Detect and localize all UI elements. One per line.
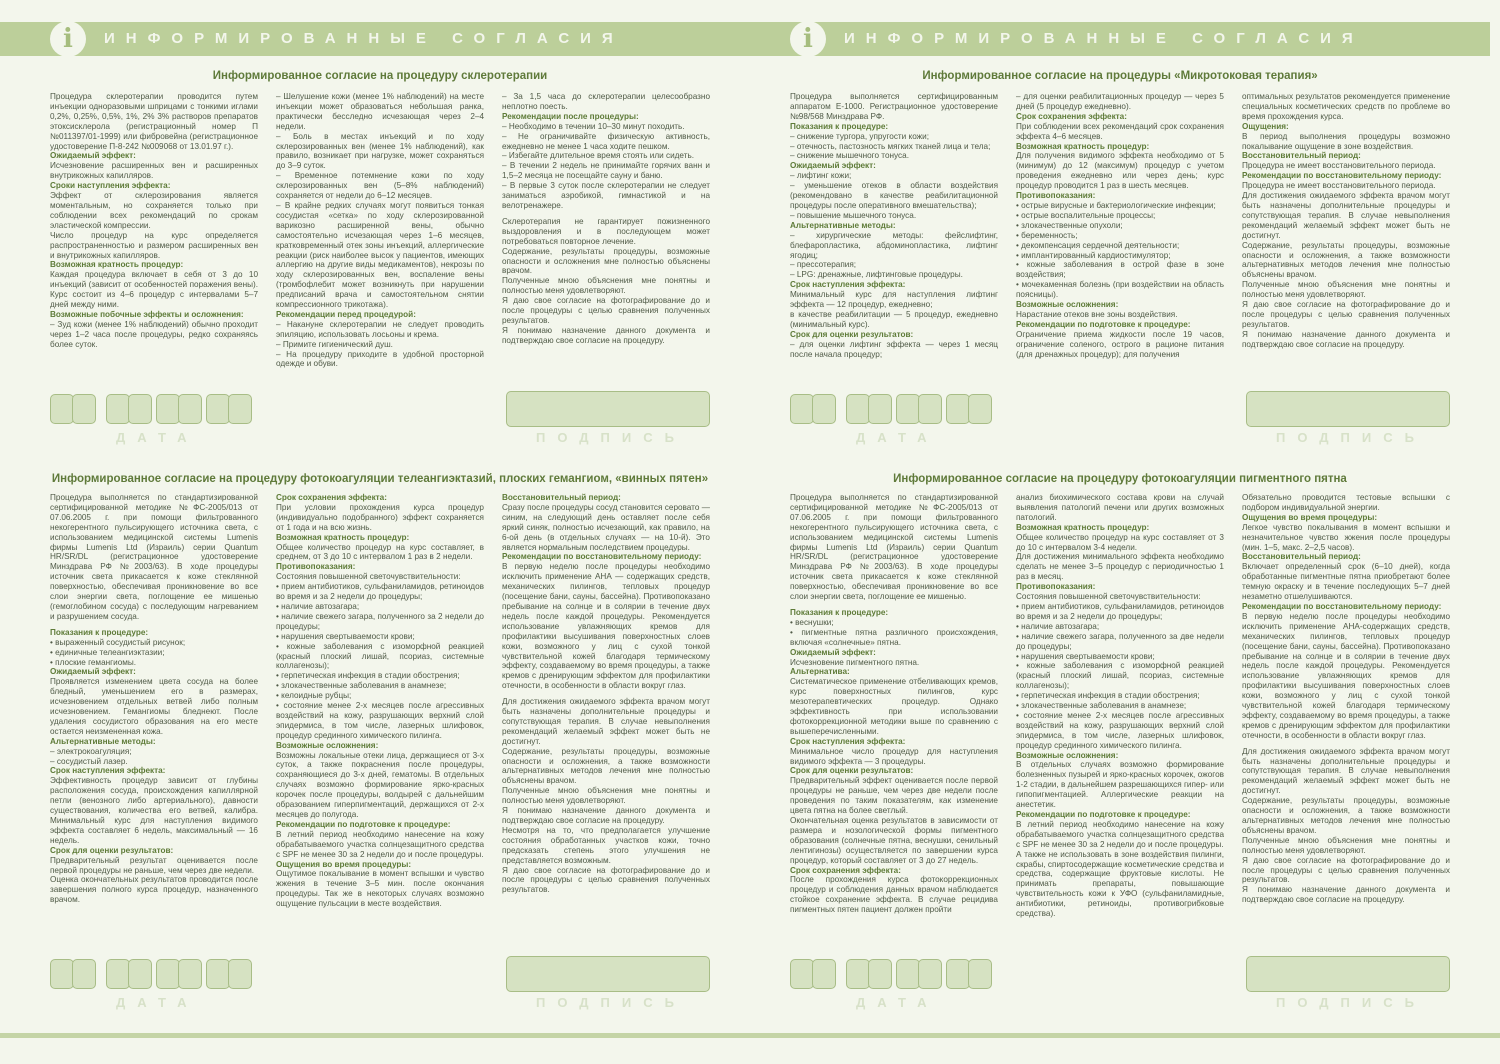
- text-column: [1242, 92, 1450, 388]
- paragraph: Для получения видимого эффекта необходимо от 5 (минимум) до 12 (максимум) процедур с учетом проведения ежедневно или через день; курс процедур проводится 1 раз в шесть месяцев.: [1016, 151, 1224, 191]
- paragraph: Оценка окончательных результатов проводится после завершения полного курса процедур, назначенного врачом.: [50, 875, 258, 905]
- subheading: Возможная кратность процедур:: [1016, 141, 1150, 151]
- paragraph: В первую неделю после процедуры необходимо исключить применение АНА — содержащих средств, механических пилингов, тепловых процедур (посещение бани, сауны, бассейна). Противопоказано пребывание на солнце и в солярии в течение двух недель после каждой процедуры. Рекомендуется использование увлажняющих кремов для профилактики высушивания поверхностных слоев кожи, возможного у лиц с сухой тонкой чувствительной кожей благодаря термическому эффекту, создаваемому во время процедуры, а также кремов с дренирующим эффектом для профилактики отечности, в особенности в области вокруг глаз.: [502, 562, 710, 691]
- date-digit-box[interactable]: [228, 959, 252, 989]
- date-digit-box[interactable]: [178, 959, 202, 989]
- subheading: Противопоказания:: [276, 562, 356, 572]
- paragraph: – для оценки реабилитационных процедур — через 5 дней (5 процедур ежедневно).: [1016, 92, 1224, 111]
- paragraph: В период выполнения процедуры возможно покалывание ощущение в зоне воздействия.: [1242, 131, 1450, 151]
- date-digit-box[interactable]: [790, 959, 814, 989]
- paragraph: • злокачественные заболевания в анамнезе;: [276, 681, 447, 691]
- paragraph: – За 1,5 часа до склеротерапии целесообразно неплотно поесть.: [502, 92, 710, 111]
- paragraph: При соблюдении всех рекомендаций срок сохранения эффекта 4–6 месяцев.: [1016, 121, 1224, 141]
- date-digit-box[interactable]: [106, 394, 130, 424]
- paragraph: Процедура выполняется по стандартизированной сертифицированной методике №ФС-2005/013 от 07.06.2005 г. при помощи фильтрованного некогерентного пульсирующего источника света, с использованием медицинской системы Lumenis фирмы Lumenis Ltd (Израиль) серии Quantum HR/SR/DL (регистрационное удостоверение Минздрава РФ №2003/63). В ходе процедуры источник света прикасается к коже стеклянной поверхностью, обеспечивая проникновение во все слои энергии света, поглощение ее мишенью (гемоглобином сосуда) с последующим нагреванием и разрушением сосуда.: [50, 493, 258, 621]
- paragraph: Исчезновение пигментного пятна.: [790, 657, 920, 667]
- date-label: ДАТА: [856, 995, 939, 1010]
- subheading: Рекомендации по подготовке к процедуре:: [276, 819, 451, 829]
- paragraph: Я даю свое согласие на фотографирование до и после процедуры с целью сравнения полученных результатов.: [1242, 855, 1450, 885]
- subheading: Ожидаемый эффект:: [50, 151, 136, 161]
- subheading: Срок для оценки результатов:: [50, 845, 174, 855]
- subheading: Срок наступления эффекта:: [790, 280, 906, 290]
- paragraph: В летний период необходимо нанесение на кожу обрабатываемого участка солнцезащитного средства с SPF не менее 30 за 2 недели до и после процедуры.: [1016, 819, 1224, 849]
- paragraph: • прием антибиотиков, сульфаниламидов, ретиноидов во время и за 2 недели до процедуры;: [1016, 601, 1224, 621]
- banner-title: ИНФОРМИРОВАННЫЕ СОГЛАСИЯ: [104, 30, 624, 47]
- paragraph: Сразу после процедуры сосуд становится серовато — синим, на следующий день оставляет после себя яркий синяк, полностью исчезающий, как правило, на 6-ой день (в отдельных случаях — на 10-й). Это является нормальным последствием процедуры.: [502, 502, 710, 552]
- bottom-rule: [0, 1033, 1500, 1038]
- date-label: ДАТА: [856, 430, 939, 445]
- info-icon: i: [50, 21, 86, 57]
- paragraph: Содержание, результаты процедуры, возможные опасности и осложнения, а также возможности альтернативных методов лечения мне полностью объяснены врачом.: [502, 746, 710, 786]
- subheading: Ожидаемый эффект:: [790, 161, 876, 171]
- signature-field[interactable]: [506, 391, 710, 427]
- paragraph: В летний период необходимо нанесение на кожу обрабатываемого участка солнцезащитного средства с SPF не менее 30 за 2 недели до и после процедуры.: [276, 829, 484, 859]
- paragraph: Полученные мною объяснения мне понятны и полностью меня удовлетворяют.: [1242, 280, 1450, 300]
- paragraph: Процедура не имеет восстановительного периода.: [1242, 161, 1436, 171]
- subheading: Противопоказания:: [1016, 582, 1096, 592]
- banner-title: ИНФОРМИРОВАННЫЕ СОГЛАСИЯ: [844, 30, 1364, 47]
- page-right: [740, 0, 1490, 1064]
- paragraph: • имплантированный кардиостимулятор;: [1016, 250, 1171, 260]
- paragraph: Общее количество процедур на курс составляет от 3 до 10 с интервалом 3-4 недели.: [1016, 532, 1224, 552]
- paragraph: – Шелушение кожи (менее 1% наблюдений) на месте инъекции может образоваться небольшая ранка, практически бесследно исчезающая через 2–4 недели.: [276, 92, 484, 131]
- paragraph: – Необходимо в течении 10–30 минут походить.: [502, 121, 685, 131]
- subheading: Возможная кратность процедур:: [276, 532, 410, 542]
- paragraph: – Накануне склеротерапии не следует проводить эпиляцию, использовать лосьоны и крема.: [276, 319, 484, 339]
- subheading: Показания к процедуре:: [790, 121, 889, 131]
- paragraph: Процедура выполняется по стандартизированной сертифицированной методике №ФС-2005/013 от 07.06.2005 г. при помощи фильтрованного некогерентного пульсирующего источника света, с использованием медицинской системы Lumenis фирмы Lumenis Ltd (Израиль) серии Quantum HR/SR/DL (регистрационное удостоверение Минздрава РФ №2003/63). В ходе процедуры источник света прикасается к коже стеклянной поверхностью, обеспечивая проникновение во все слои энергии света, поглощение ее мишенью.: [790, 493, 998, 602]
- paragraph: оптимальных результатов рекомендуется применение специальных косметических средств по проблеме во время прохождения курса.: [1242, 92, 1450, 121]
- paragraph: Процедура склеротерапии проводится путем инъекции одноразовыми шприцами с тонкими иглами 0,2%, 0,25%, 0,5%, 1%, 2% 3% растворов препаратов этоксисклерола (регистрационный номер П №011397/01-1999) или фибровейна (регистрационное удостоверение П-8-242 №009068 от 13.01.97 г.).: [50, 92, 258, 151]
- paragraph: – прессотерапия;: [790, 260, 857, 270]
- paragraph: Ограничение приема жидкости после 19 часов, ограничение соленого, острого в рационе питания (для дренажных процедур); для получения: [1016, 329, 1224, 359]
- section-title: Информированное согласие на процедуру склеротерапии: [212, 70, 548, 82]
- date-digit-box[interactable]: [50, 394, 74, 424]
- header-banner: [0, 22, 750, 56]
- paragraph: Проявляется изменением цвета сосуда на более бледный, уменьшением его в размерах, исчезновением отдельных ветвей либо полным исчезновением. Гемангиомы бледнеют. После удаления сосудистого образования на его месте остается неизмененная кожа.: [50, 677, 258, 736]
- subheading: Рекомендации перед процедурой:: [276, 309, 416, 319]
- subheading: Ощущения:: [1242, 121, 1289, 131]
- paragraph: Эффективность процедур зависит от глубины расположения сосуда, происхождения капиллярной петли (венозного либо артериального), давности существования, количества его ветвей, калибра. Минимальный курс для наступления видимого эффекта составляет 6 недель, максимальный — 16 недель.: [50, 776, 258, 845]
- date-digit-box[interactable]: [918, 959, 942, 989]
- paragraph: Легкое чувство покалывания в момент вспышки и незначительное чувство жжения после процедуры (мин. 1–5, макс. 2–2,5 часов).: [1242, 522, 1450, 552]
- subheading: Возможная кратность процедур:: [1016, 522, 1150, 532]
- paragraph: • единичные телеангиэктазии;: [50, 647, 165, 657]
- paragraph: Систематическое применение отбеливающих кремов, курс поверхностных пилингов, курс мезотерапевтических процедур. Однако эффективность при использовании фотокоррекционной методики выше по сравнению с вышеперечисленными.: [790, 677, 998, 736]
- date-digit-box[interactable]: [128, 394, 152, 424]
- text-column: [276, 92, 484, 388]
- date-digit-box[interactable]: [72, 959, 96, 989]
- paragraph: • герпетическая инфекция в стадии обострения;: [276, 671, 460, 681]
- subheading: Ожидаемый эффект:: [50, 667, 136, 677]
- paragraph: Исчезновение расширенных вен и расширенных внутрикожных капилляров.: [50, 161, 258, 181]
- paragraph: • герпетическая инфекция в стадии обострения;: [1016, 691, 1200, 701]
- date-digit-box[interactable]: [946, 394, 970, 424]
- paragraph: • нарушения свертываемости крови;: [1016, 651, 1155, 661]
- signature-label: ПОДПИСЬ: [1276, 995, 1426, 1010]
- paragraph: Для достижения ожидаемого эффекта врачом могут быть назначены дополнительные процедуры и сопутствующая терапия. В случае невыполнения рекомендаций желаемый эффект может быть не достигнут.: [502, 697, 710, 746]
- paragraph: А также не использовать в зоне воздействия пилинги, скрабы, спиртосодержащие косметические средства и средства, содержащие фруктовые кислоты. Не принимать препараты, повышающие чувствительность кожи к УФО (сульфаниламидные, антибиотики, ретиноиды, противогрибковые средства).: [1016, 849, 1224, 919]
- paragraph: Я даю свое согласие на фотографирование до и после процедуры с целью сравнения полученных результатов.: [502, 865, 710, 895]
- date-digit-box[interactable]: [868, 394, 892, 424]
- paragraph: Нарастание отеков вне зоны воздействия.: [1016, 309, 1178, 319]
- date-digit-box[interactable]: [896, 394, 920, 424]
- paragraph: • нарушения свертываемости крови;: [276, 631, 415, 641]
- paragraph: Обязательно проводится тестовые вспышки с подбором индивидуальной энергии.: [1242, 493, 1450, 512]
- paragraph: • выраженный сосудистый рисунок;: [50, 637, 186, 647]
- paragraph: Предварительный эффект оценивается после первой процедуры не раньше, чем через две недели после проведения по таким показателям, как изменение цвета пятна на более светлый.: [790, 776, 998, 816]
- signature-label: ПОДПИСЬ: [1276, 430, 1426, 445]
- date-digit-box[interactable]: [178, 394, 202, 424]
- subheading: Восстановительный период:: [1242, 552, 1361, 562]
- paragraph: Я понимаю назначение данного документа и подтверждаю свое согласие на процедуру.: [502, 806, 710, 825]
- subheading: Противопоказания:: [1016, 191, 1096, 201]
- subheading: Показания к процедуре:: [790, 607, 889, 617]
- subheading: Рекомендации по подготовке к процедуре:: [1016, 319, 1191, 329]
- signature-field[interactable]: [1246, 956, 1450, 992]
- paragraph: Состояния повышенной светочувствительности:: [1016, 592, 1201, 602]
- paragraph: В первую неделю после процедуры необходимо исключить применение АНА-содержащих средств, механических пилингов, тепловых процедур (посещение бани, сауны, бассейна). Противопоказано пребывание на солнце и в солярии в течение двух недель после каждой процедуры. Рекомендуется использование увлажняющих кремов для профилактики высушивания поверхностных слоев кожи, возможного у лиц с сухой тонкой чувствительной кожей благодаря термическому эффекту, создаваемому во время процедуры, а также кремов с дренирующим эффектом для профилактики отечности, в особенности в области вокруг глаз.: [1242, 611, 1450, 740]
- subheading: Возможные осложнения:: [276, 740, 379, 750]
- subheading: Рекомендации по восстановительному периоду:: [1242, 601, 1442, 611]
- paragraph: анализ биохимического состава крови на случай выявления патологий печени или других возможных патологий.: [1016, 493, 1224, 522]
- paragraph: • острые вирусные и бактериологические инфекции;: [1016, 200, 1216, 210]
- date-digit-box[interactable]: [128, 959, 152, 989]
- consent-section: [790, 70, 1450, 455]
- paragraph: Включает определенный срок (6–10 дней), когда обработанные пигментные пятна приобретают более темную окраску и в течение последующих 5–7 дней незаметно отшелушиваются.: [1242, 562, 1450, 602]
- paragraph: Полученные мною объяснения мне понятны и полностью меня удовлетворяют.: [1242, 835, 1450, 855]
- subheading: Альтернатива:: [790, 667, 850, 677]
- subheading: Рекомендации по восстановительному периоду:: [1242, 171, 1442, 181]
- consent-section: [50, 473, 710, 1021]
- paragraph: – Зуд кожи (менее 1% наблюдений) обычно проходит через 1–2 часа после процедуры, редко сохраняясь более суток.: [50, 319, 258, 349]
- paragraph: – В течении 2 недель не принимайте горячих ванн и 1,5–2 месяца не посещайте сауну и баню.: [502, 161, 710, 181]
- date-digit-box[interactable]: [206, 394, 230, 424]
- paragraph: • пигментные пятна различного происхождения, включая «солнечные» пятна.: [790, 627, 998, 647]
- paragraph: Число процедур на курс определяется распространенностью и размером расширенных вен и внутрикожных капилляров.: [50, 230, 258, 260]
- paragraph: • кожные заболевания с изоморфной реакцией (красный плоский лишай, псориаз, системные коллагенозы);: [276, 641, 484, 671]
- paragraph: Возможны локальные отеки лица, держащиеся от 3-х суток, а также покраснения после процедуры, сохраняющиеся до 3-х дней, гематомы. В отдельных случаях возможно формирование ярко-красных корочек после процедуры, волдырей с дальнейшим образованием гиперпигментаций, держащихся от 2-х месяцев до полугода.: [276, 750, 484, 819]
- subheading: Срок наступления эффекта:: [790, 736, 906, 746]
- paragraph: Состояния повышенной светочувствительности:: [276, 572, 461, 582]
- paragraph: Склеротерапия не гарантирует пожизненного выздоровления и в последующем может потребоваться повторное лечение.: [502, 216, 710, 246]
- signature-label: ПОДПИСЬ: [536, 995, 686, 1010]
- info-icon: i: [790, 21, 826, 57]
- paragraph: • плоские гемангиомы.: [50, 657, 137, 667]
- subheading: Восстановительный период:: [1242, 151, 1361, 161]
- paragraph: Минимальное число процедур для наступления видимого эффекта — 3 процедуры.: [790, 746, 998, 766]
- paragraph: – Временное потемнение кожи по ходу склерозированных вен (5–8% наблюдений) сохраняется от недели до 6–12 месяцев.: [276, 171, 484, 201]
- paragraph: Окончательная оценка результатов в зависимости от размера и нозологической формы пигментного образования (солнечные пятна, веснушки, сенильный лентигинозы) осуществляется по завершении курса процедур, который составляет от 3 до 27 недель.: [790, 816, 998, 865]
- paragraph: – В первые 3 суток после склеротерапии не следует заниматься аэробикой, гимнастикой и на велотренажере.: [502, 181, 710, 210]
- text-column: [790, 493, 998, 951]
- subheading: Ощущения во время процедуры:: [276, 859, 412, 869]
- paragraph: – Избегайте длительное время стоять или сидеть.: [502, 151, 694, 161]
- signature-label: ПОДПИСЬ: [536, 430, 686, 445]
- subheading: Срок сохранения эффекта:: [276, 493, 387, 502]
- date-digit-box[interactable]: [156, 394, 180, 424]
- paragraph: • прием антибиотиков, сульфаниламидов, ретиноидов во время и за 2 недели до процедуры;: [276, 582, 484, 602]
- paragraph: – лифтинг кожи;: [790, 171, 852, 181]
- paragraph: • состояние менее 2-х месяцев после агрессивных воздействий на кожу, разрушающих верхний слой эпидермиса, в том числе, лазерных шлифовок, процедур срединного химического пилинга.: [1016, 710, 1224, 750]
- section-title: Информированное согласие на процедуру фотокоагуляции пигментного пятна: [893, 473, 1347, 485]
- paragraph: – снижение тургора, упругости кожи;: [790, 131, 929, 141]
- paragraph: – электрокоагуляция;: [50, 746, 132, 756]
- paragraph: – для оценки лифтинг эффекта — через 1 месяц после начала процедур;: [790, 339, 998, 359]
- text-column: [50, 493, 258, 951]
- paragraph: Содержание, результаты процедуры, возможные опасности и осложнения мне полностью объяснены врачом.: [502, 246, 710, 276]
- text-column: [502, 92, 710, 388]
- date-digit-box[interactable]: [918, 394, 942, 424]
- subheading: Ожидаемый эффект:: [790, 647, 876, 657]
- paragraph: Полученные мною объяснения мне понятны и полностью меня удовлетворяют.: [502, 276, 710, 296]
- paragraph: • злокачественные опухоли;: [1016, 220, 1123, 230]
- paragraph: • наличие автозагара;: [276, 601, 360, 611]
- subheading: Рекомендации после процедуры:: [502, 111, 639, 121]
- paragraph: • злокачественные заболевания в анамнезе;: [1016, 701, 1187, 711]
- paragraph: – Боль в местах инъекций и по ходу склерозированных вен (менее 1% наблюдений), как правило, возникает при нагрузке, может сохраняться до 3–9 суток.: [276, 131, 484, 171]
- paragraph: Полученные мною объяснения мне понятны и полностью меня удовлетворяют.: [502, 786, 710, 806]
- paragraph: Предварительный результат оценивается после первой процедуры не раньше, чем через две недели.: [50, 855, 258, 875]
- subheading: Возможные осложнения:: [1016, 300, 1119, 310]
- text-column: [276, 493, 484, 951]
- paragraph: Содержание, результаты процедуры, возможные опасности и осложнения, а также возможности альтернативных методов лечения мне полностью объяснены врачом.: [1242, 240, 1450, 280]
- date-digit-box[interactable]: [846, 959, 870, 989]
- text-column: [790, 92, 998, 388]
- paragraph: – Примите гигиенический душ.: [276, 339, 393, 349]
- paragraph: • кожные заболевания с изоморфной реакцией (красный плоский лишай, псориаз, системные коллагенозы);: [1016, 661, 1224, 691]
- date-digit-box[interactable]: [968, 959, 992, 989]
- paragraph: – сосудистый лазер.: [50, 756, 128, 766]
- paragraph: После прохождения курса фотокоррекционных процедур и соблюдения данных врачом наблюдается стойкое сохранение эффекта. В случае рецидива пигментных пятен пациент должен пройти: [790, 875, 998, 915]
- subheading: Показания к процедуре:: [50, 627, 149, 637]
- date-digit-box[interactable]: [968, 394, 992, 424]
- date-digit-box[interactable]: [72, 394, 96, 424]
- paragraph: Эффект от склерозирования является моментальным, но сохраняется только при соблюдении всех рекомендаций по срокам эластической компрессии.: [50, 191, 258, 230]
- date-digit-box[interactable]: [946, 959, 970, 989]
- paragraph: – В крайне редких случаях могут появиться тонкая сосудистая «сетка» по ходу склерозированной варикозно расширенной вены, обычно самостоятельно исчезающая через 1–6 месяцев, кратковременный отек зоны инъекций, аллергические реакции (риск наиболее высок у пациентов, имеющих аллергию на другие виды медикаментов), некрозы по ходу склерозированных вен, воспаление вены (тромбофлебит может возникнуть при нарушении предписаний врача и самостоятельном снятии компрессионного трикотажа).: [276, 200, 484, 310]
- paragraph: – отечность, пастозность мягких тканей лица и тела;: [790, 141, 991, 151]
- paragraph: • келоидные рубцы;: [276, 691, 352, 701]
- date-digit-box[interactable]: [206, 959, 230, 989]
- header-banner: [740, 22, 1490, 56]
- subheading: Альтернативные методы:: [790, 220, 896, 230]
- section-title: Информированное согласие на процедуры «Микротоковая терапия»: [922, 70, 1318, 82]
- date-digit-box[interactable]: [106, 959, 130, 989]
- paragraph: – На процедуру приходите в удобной просторной одежде и обуви.: [276, 349, 484, 369]
- paragraph: • кожные заболевания в острой фазе в зоне воздействия;: [1016, 260, 1224, 280]
- paragraph: Несмотря на то, что предполагается улучшение состояния обработанных участков кожи, точно предсказать степень этого улучшения не представляется возможным.: [502, 825, 710, 865]
- signature-field[interactable]: [506, 956, 710, 992]
- date-label: ДАТА: [116, 995, 199, 1010]
- date-digit-box[interactable]: [228, 394, 252, 424]
- consent-section: [50, 70, 710, 455]
- date-label: ДАТА: [116, 430, 199, 445]
- subheading: Рекомендации по подготовке к процедуре:: [1016, 810, 1191, 819]
- paragraph: Процедура выполняется сертифицированным аппаратом Е-1000. Регистрационное удостоверение №98/568 Минздрава РФ.: [790, 92, 998, 121]
- paragraph: Я понимаю назначение данного документа и подтверждаю свое согласие на процедуру.: [1242, 329, 1450, 349]
- subheading: Сроки наступления эффекта:: [50, 181, 171, 191]
- paragraph: При условии прохождения курса процедур (индивидуально подобранного) эффект сохраняется от 1 года и на всю жизнь.: [276, 502, 484, 532]
- paragraph: Я даю свое согласие на фотографирование до и после процедуры с целью сравнения полученных результатов.: [1242, 300, 1450, 329]
- paragraph: Для достижения ожидаемого эффекта врачом могут быть назначены дополнительные процедуры и сопутствующая терапия. В случае невыполнения рекомендаций желаемый эффект может быть не достигнут.: [1242, 746, 1450, 796]
- paragraph: – хирургические методы: фейслифтинг, блефаропластика, абдоминопластика, лифтинг ягодиц;: [790, 230, 998, 260]
- paragraph: – повышение мышечного тонуса.: [790, 210, 917, 220]
- subheading: Возможная кратность процедур:: [50, 260, 184, 270]
- subheading: Срок сохранения эффекта:: [790, 865, 901, 875]
- text-column: [502, 493, 710, 951]
- paragraph: – Не ограничивайте физическую активность, ежедневно не менее 1 часа ходите пешком.: [502, 131, 710, 151]
- date-digit-box[interactable]: [896, 959, 920, 989]
- date-digit-box[interactable]: [812, 394, 836, 424]
- subheading: Срок сохранения эффекта:: [1016, 111, 1127, 121]
- paragraph: • наличие свежего загара, полученного за две недели до процедуры;: [1016, 631, 1224, 651]
- paragraph: • острые воспалительные процессы;: [1016, 210, 1156, 220]
- paragraph: – снижение мышечного тонуса.: [790, 151, 909, 161]
- subheading: Возможные осложнения:: [1016, 750, 1119, 760]
- paragraph: Я понимаю назначение данного документа и подтверждаю свое согласие на процедуру.: [502, 325, 710, 345]
- subheading: Альтернативные методы:: [50, 736, 156, 746]
- paragraph: в качестве реабилитации — 5 процедур, ежедневно (минимальный курс).: [790, 309, 998, 329]
- paragraph: В отдельных случаях возможно формирование болезненных пузырей и ярко-красных корочек, ожогов 1-2 стадии, в дальнейшем разрешающихся гипер- или гипопигментацией. Аллергические реакции на анестетик.: [1016, 760, 1224, 810]
- text-column: [1016, 493, 1224, 951]
- paragraph: Содержание, результаты процедуры, возможные опасности и осложнения, а также возможности альтернативных методов лечения мне полностью объяснены врачом.: [1242, 796, 1450, 835]
- paragraph: Я понимаю назначение данного документа и подтверждаю свое согласие на процедуру.: [1242, 885, 1450, 905]
- text-column: [1242, 493, 1450, 951]
- paragraph: • веснушки;: [790, 617, 834, 627]
- paragraph: Каждая процедура включает в себя от 3 до 10 инъекций (зависит от особенностей поражения вены). Курс состоит из 4–6 процедур с интервалами 5–7 дней между ними.: [50, 270, 258, 310]
- paragraph: • мочекаменная болезнь (при воздействии на область поясницы).: [1016, 280, 1224, 300]
- subheading: Срок для оценки результатов:: [790, 766, 914, 776]
- date-digit-box[interactable]: [156, 959, 180, 989]
- subheading: Ощущения во время процедуры:: [1242, 512, 1378, 522]
- paragraph: • состояние менее 2-х месяцев после агрессивных воздействий на кожу, разрушающих верхний слой эпидермиса, в том числе, лазерных шлифовок, процедур срединного химического пилинга.: [276, 701, 484, 740]
- date-digit-box[interactable]: [846, 394, 870, 424]
- text-column: [50, 92, 258, 388]
- paragraph: – LPG: дренажные, лифтинговые процедуры.: [790, 270, 963, 280]
- paragraph: – уменьшение отеков в области воздействия (рекомендовано в качестве реабилитационной процедуры после оперативного вмешательства);: [790, 181, 998, 210]
- subheading: Восстановительный период:: [502, 493, 621, 502]
- paragraph: • декомпенсация сердечной деятельности;: [1016, 240, 1180, 250]
- date-digit-box[interactable]: [50, 959, 74, 989]
- signature-field[interactable]: [1246, 391, 1450, 427]
- paragraph: Я даю свое согласие на фотографирование до и после процедуры с целью сравнения полученных результатов.: [502, 296, 710, 325]
- paragraph: • наличие автозагара;: [1016, 621, 1100, 631]
- consent-section: [790, 473, 1450, 1021]
- paragraph: Ощутимое покалывание в момент вспышки и чувство жжения в течение 3–5 мин. после окончания процедуры. Так же в некоторых случаях возможно ощущение пульсации в месте воздействия.: [276, 869, 484, 909]
- paragraph: • наличие свежего загара, полученного за 2 недели до процедуры;: [276, 611, 484, 631]
- paragraph: Для достижения минимального эффекта необходимо сделать не менее 3–5 процедур с периодичностью 1 раз в месяц.: [1016, 552, 1224, 582]
- text-column: [1016, 92, 1224, 388]
- paragraph: Для достижения ожидаемого эффекта врачом могут быть назначены дополнительные процедуры и сопутствующая терапия. В случае невыполнения рекомендаций желаемый эффект может быть не достигнут.: [1242, 191, 1450, 240]
- date-digit-box[interactable]: [812, 959, 836, 989]
- paragraph: • беременность;: [1016, 230, 1078, 240]
- subheading: Срок для оценки результатов:: [790, 329, 914, 339]
- subheading: Возможные побочные эффекты и осложнения:: [50, 309, 244, 319]
- paragraph: Минимальный курс для наступления лифтинг эффекта — 12 процедур, ежедневно;: [790, 290, 998, 310]
- date-digit-box[interactable]: [868, 959, 892, 989]
- date-digit-box[interactable]: [790, 394, 814, 424]
- subheading: Срок наступления эффекта:: [50, 766, 166, 776]
- paragraph: Общее количество процедур на курс составляет, в среднем, от 3 до 10 с интервалом 1 раз в 2 недели.: [276, 542, 484, 562]
- subheading: Рекомендации по восстановительному периоду:: [502, 552, 702, 562]
- section-title: Информированное согласие на процедуру фотокоагуляции телеангиэктазий, плоских гемангиом, «винных пятен»: [51, 473, 709, 485]
- paragraph: Процедура не имеет восстановительного периода.: [1242, 181, 1436, 191]
